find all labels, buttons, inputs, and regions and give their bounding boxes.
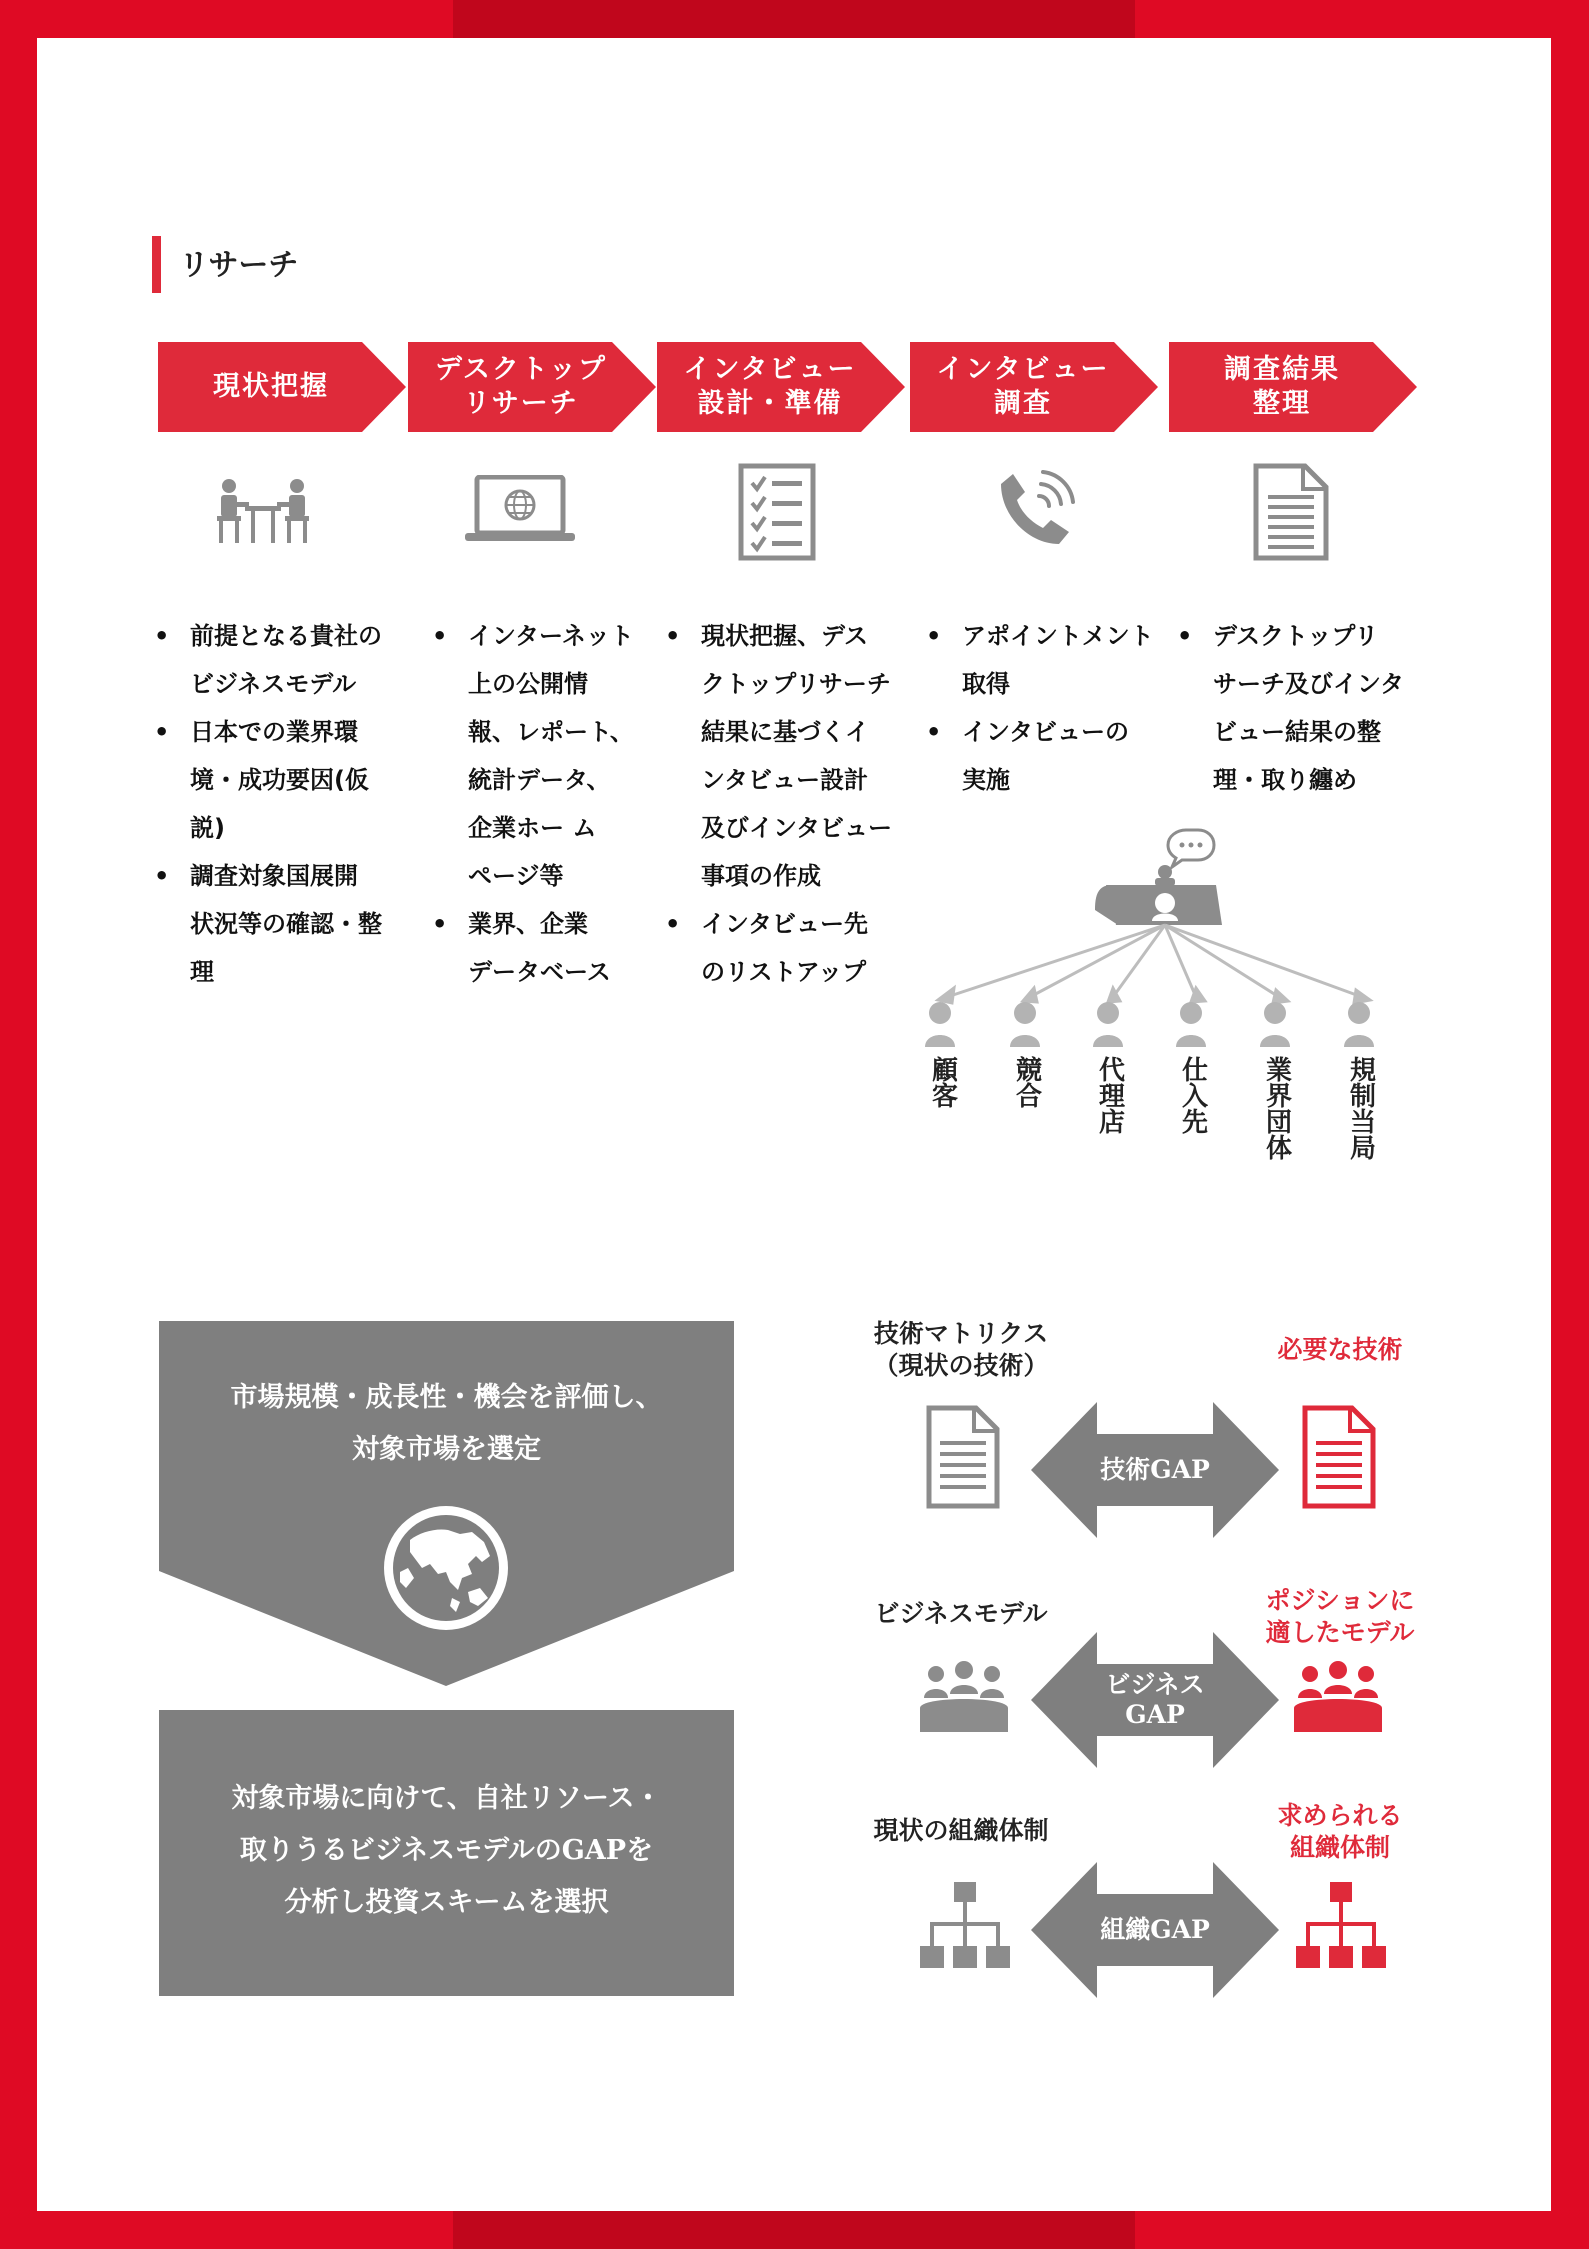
gap-left-label-1: 技術マトリクス （現状の技術） [873,1319,1049,1380]
meeting-icon [215,478,311,546]
step-label-1: 現状把握 [213,371,329,402]
business-gap-label: ビジネス GAP [1105,1670,1205,1729]
list-item: • インタビュー先 のリストアップ [665,900,905,996]
gap-right-label-1: 必要な技術 [1277,1335,1403,1364]
model-team-icon [1292,1660,1384,1736]
step-label-3: インタビュー 設計・準備 [683,354,857,419]
bullet-list-1 [154,612,404,996]
stakeholder-label: 顧客 [931,1056,958,1112]
tech-gap-label: 技術GAP [1100,1455,1210,1484]
step-chevron-1 [158,342,406,432]
stakeholder-label: 規制当局 [1349,1056,1376,1164]
frame-bottom-band [453,2211,1135,2249]
stakeholder-label: 競合 [1015,1056,1042,1112]
laptop-globe-icon [463,475,577,547]
list-item: • 前提となる貴社の ビジネスモデル [154,612,404,708]
investment-scheme-text: 対象市場に向けて、自社リソース・ 取りうるビジネスモデルのGAPを 分析し投資スキームを選択 [231,1783,662,1918]
list-item: • アポイントメント 取得 [926,612,1166,708]
frame-top-band [453,0,1135,38]
org-gap-label: 組織GAP [1100,1915,1210,1944]
investment-scheme-box [159,1710,734,1996]
list-item: • 調査対象国展開 状況等の確認・整 理 [154,852,404,996]
required-tech-document-icon [1302,1405,1376,1509]
bullet-list-3 [665,612,905,996]
step-label-5: 調査結果 整理 [1224,354,1340,419]
gap-right-label-2: ポジションに 適したモデル [1265,1586,1415,1647]
person-icon [1093,1002,1123,1047]
list-item: • 業界、企業 データベース [432,900,662,996]
market-selection-text: 市場規模・成長性・機会を評価し、 対象市場を選定 [230,1382,663,1465]
checklist-icon [738,463,816,561]
step-chevron-2 [408,342,656,432]
person-icon [1344,1002,1374,1047]
gap-right-label-3: 求められる 組織体制 [1277,1801,1403,1862]
list-item: • 現状把握、デス クトップリサーチ 結果に基づくイ ンタビュー設計 及びインタビュー 事項の作成 [665,612,905,900]
stakeholder-label: 仕入先 [1181,1056,1208,1138]
step-chevron-3 [657,342,905,432]
step-label-4: インタビュー 調査 [936,354,1110,419]
current-tech-document-icon [926,1405,1000,1509]
required-org-chart-icon [1296,1882,1386,1978]
stakeholder-label: 業界団体 [1265,1056,1292,1164]
list-item: • デスクトップリ サーチ及びインタ ビュー結果の整 理・取り纏め [1177,612,1427,804]
list-item: • インターネット 上の公開情 報、レポート、 統計データ、 企業ホー ム ページ等 [432,612,662,900]
section-title: リサーチ [179,248,299,283]
person-icon [1176,1002,1206,1047]
list-item: • インタビューの 実施 [926,708,1166,804]
business-team-icon [918,1660,1010,1736]
interview-network-diagram [920,825,1390,1055]
section-marker [152,236,161,293]
person-icon [1010,1002,1040,1047]
gap-left-label-2: ビジネスモデル [874,1599,1048,1628]
bullet-list-5 [1177,612,1427,804]
phone-icon [993,470,1075,552]
list-item: • 日本での業界環 境・成功要因(仮 説) [154,708,404,852]
bullet-list-2 [432,612,662,996]
step-chevron-4 [910,342,1158,432]
stakeholder-label: 代理店 [1098,1056,1125,1138]
person-icon [925,1002,955,1047]
document-icon [1253,463,1329,561]
gap-left-label-3: 現状の組織体制 [873,1816,1049,1845]
globe-icon [380,1502,512,1634]
current-org-chart-icon [920,1882,1010,1978]
bullet-list-4 [926,612,1166,804]
person-icon [1260,1002,1290,1047]
step-label-2: デスクトップ リサーチ [434,354,608,419]
step-chevron-5 [1169,342,1417,432]
interviewer-icon [1095,830,1222,925]
